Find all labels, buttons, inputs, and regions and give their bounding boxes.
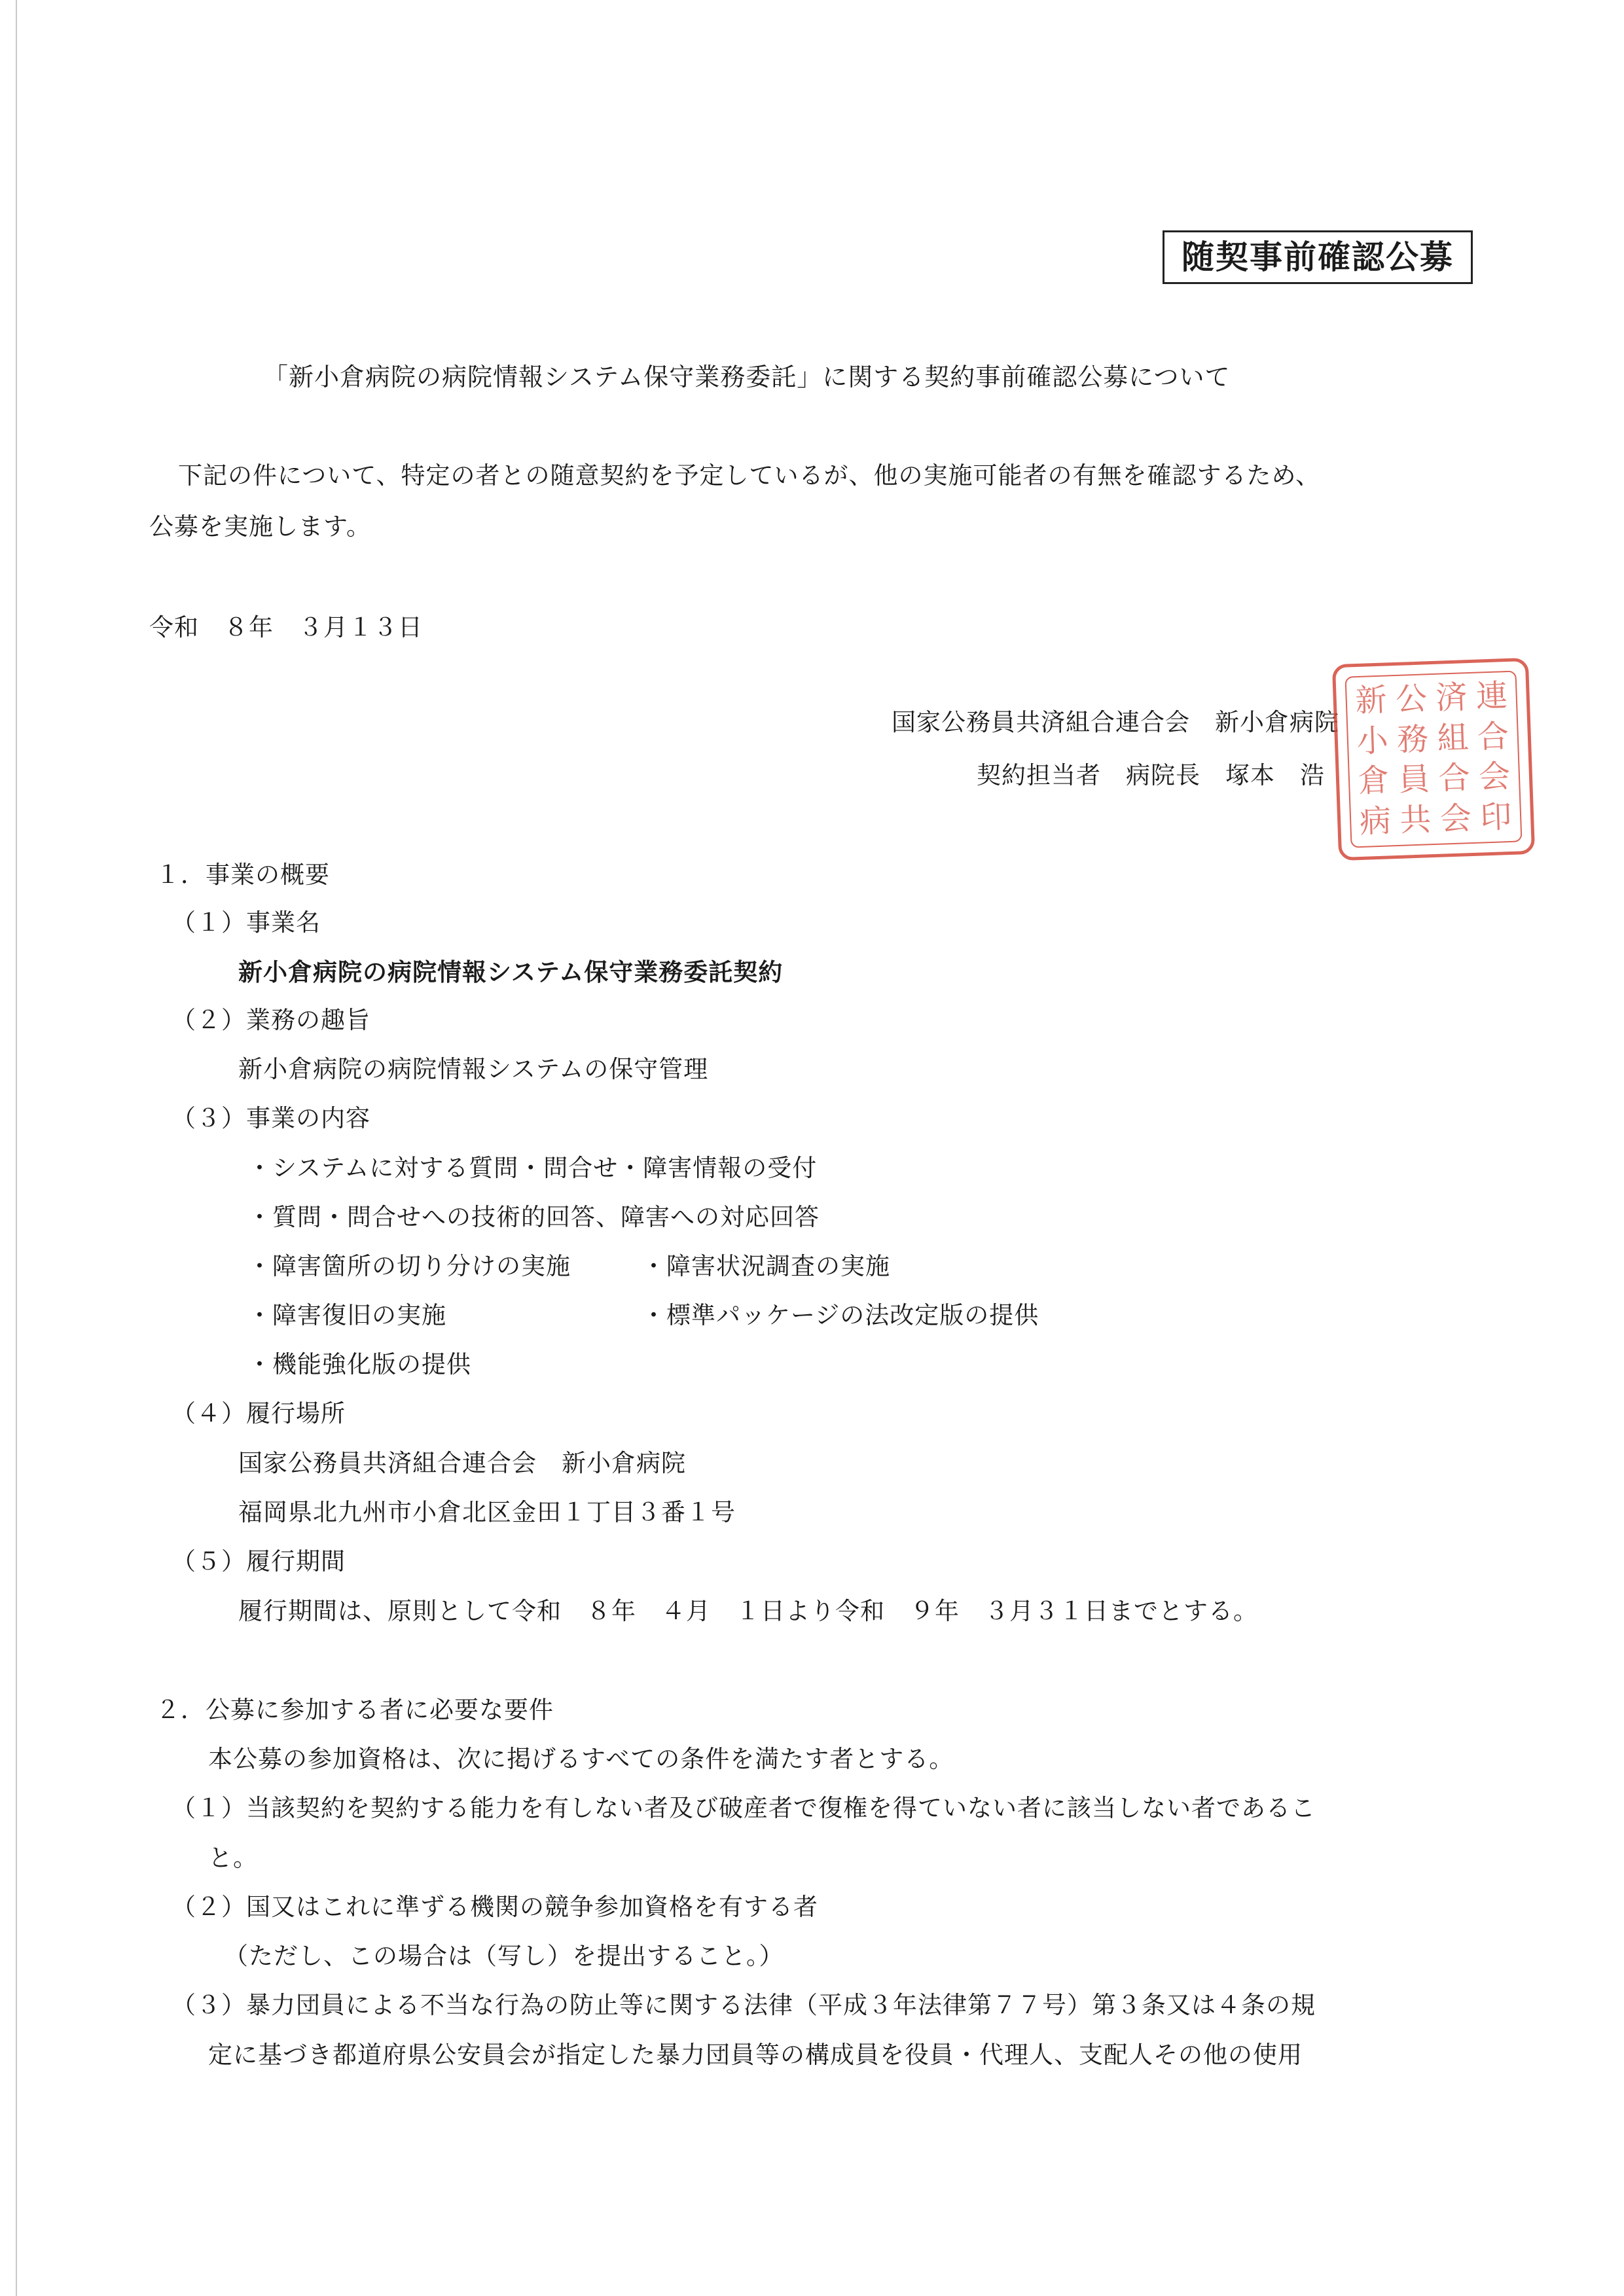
scan-edge-line [16, 0, 17, 2296]
section1-item4-label: （４）履行場所 [171, 1399, 346, 1427]
section1-item5-label: （５）履行期間 [171, 1547, 346, 1575]
seal-glyph: 印 [1479, 798, 1513, 836]
requirement-1-line-2: と。 [208, 1844, 258, 1872]
document-title: 「新小倉病院の病院情報システム保守業務委託」に関する契約事前確認公募について [263, 363, 1231, 391]
seal-glyph: 務 [1396, 720, 1430, 759]
issue-date: 令和 ８年 ３月１３日 [149, 613, 423, 641]
procurement-type-label: 随契事前確認公募 [1163, 230, 1473, 284]
seal-glyph: 連 [1475, 677, 1508, 715]
performance-place-address: 福岡県北九州市小倉北区金田１丁目３番１号 [238, 1498, 736, 1526]
seal-glyph: 会 [1478, 757, 1511, 796]
bullet-enhanced-version: ・機能強化版の提供 [247, 1350, 471, 1378]
seal-glyph: 公 [1395, 680, 1428, 718]
seal-glyph: 新 [1354, 681, 1388, 720]
requirement-3-line-1: （３）暴力団員による不当な行為の防止等に関する法律（平成３年法律第７７号）第３条又は４条の規 [171, 1991, 1316, 2019]
seal-glyph: 合 [1477, 717, 1510, 756]
seal-glyph: 組 [1436, 719, 1470, 757]
issuer-person: 契約担当者 病院長 塚本 浩 [977, 761, 1325, 789]
seal-glyph: 倉 [1357, 762, 1390, 800]
requirement-1-line-1: （１）当該契約を契約する能力を有しない者及び破産者で復権を得ていない者に該当しない者であるこ [171, 1794, 1316, 1822]
seal-glyph: 合 [1437, 759, 1471, 797]
section1-item2-label: （２）業務の趣旨 [171, 1006, 370, 1034]
section2-heading: ２．公募に参加する者に必要な要件 [156, 1696, 554, 1724]
seal-glyph: 済 [1435, 679, 1468, 717]
bullet-technical-answer: ・質問・問合せへの技術的回答、障害への対応回答 [247, 1203, 820, 1231]
bullet-law-revision-package: ・標準パッケージの法改定版の提供 [641, 1301, 1039, 1329]
seal-glyph: 小 [1356, 721, 1389, 760]
intro-line-2: 公募を実施します。 [149, 512, 372, 541]
bullet-fault-isolation: ・障害箇所の切り分けの実施 [247, 1252, 571, 1280]
requirement-2-line-2: （ただし、この場合は（写し）を提出すること。） [224, 1942, 784, 1970]
issuer-organization: 国家公務員共済組合連合会 新小倉病院 [892, 708, 1339, 736]
section1-heading: １．事業の概要 [156, 861, 330, 889]
bullet-reception: ・システムに対する質問・問合せ・障害情報の受付 [247, 1154, 818, 1182]
section2-intro: 本公募の参加資格は、次に掲げるすべての条件を満たす者とする。 [208, 1745, 954, 1773]
intro-line-1: 下記の件について、特定の者との随意契約を予定しているが、他の実施可能者の有無を確認するため、 [178, 461, 1321, 490]
official-seal-stamp [1332, 658, 1535, 861]
requirement-3-line-2: 定に基づき都道府県公安員会が指定した暴力団員等の構成員を役員・代理人、支配人その他の使用 [208, 2041, 1303, 2069]
section1-item3-label: （３）事業の内容 [171, 1104, 370, 1132]
performance-place-org: 国家公務員共済組合連合会 新小倉病院 [238, 1449, 686, 1477]
section1-item1-label: （１）事業名 [171, 908, 321, 937]
section1-item2-value: 新小倉病院の病院情報システムの保守管理 [238, 1055, 709, 1083]
bullet-fault-investigation: ・障害状況調査の実施 [641, 1252, 890, 1280]
requirement-2-line-1: （２）国又はこれに準ずる機関の競争参加資格を有する者 [171, 1893, 818, 1921]
section1-item1-value: 新小倉病院の病院情報システム保守業務委託契約 [238, 958, 784, 986]
seal-glyph: 共 [1399, 800, 1432, 839]
seal-glyph: 会 [1439, 799, 1472, 838]
seal-glyph: 員 [1398, 761, 1431, 798]
performance-period: 履行期間は、原則として令和 ８年 ４月 １日より令和 ９年 ３月３１日までとする。 [238, 1597, 1258, 1625]
seal-glyph: 病 [1359, 802, 1392, 840]
bullet-fault-recovery: ・障害復旧の実施 [247, 1301, 446, 1329]
